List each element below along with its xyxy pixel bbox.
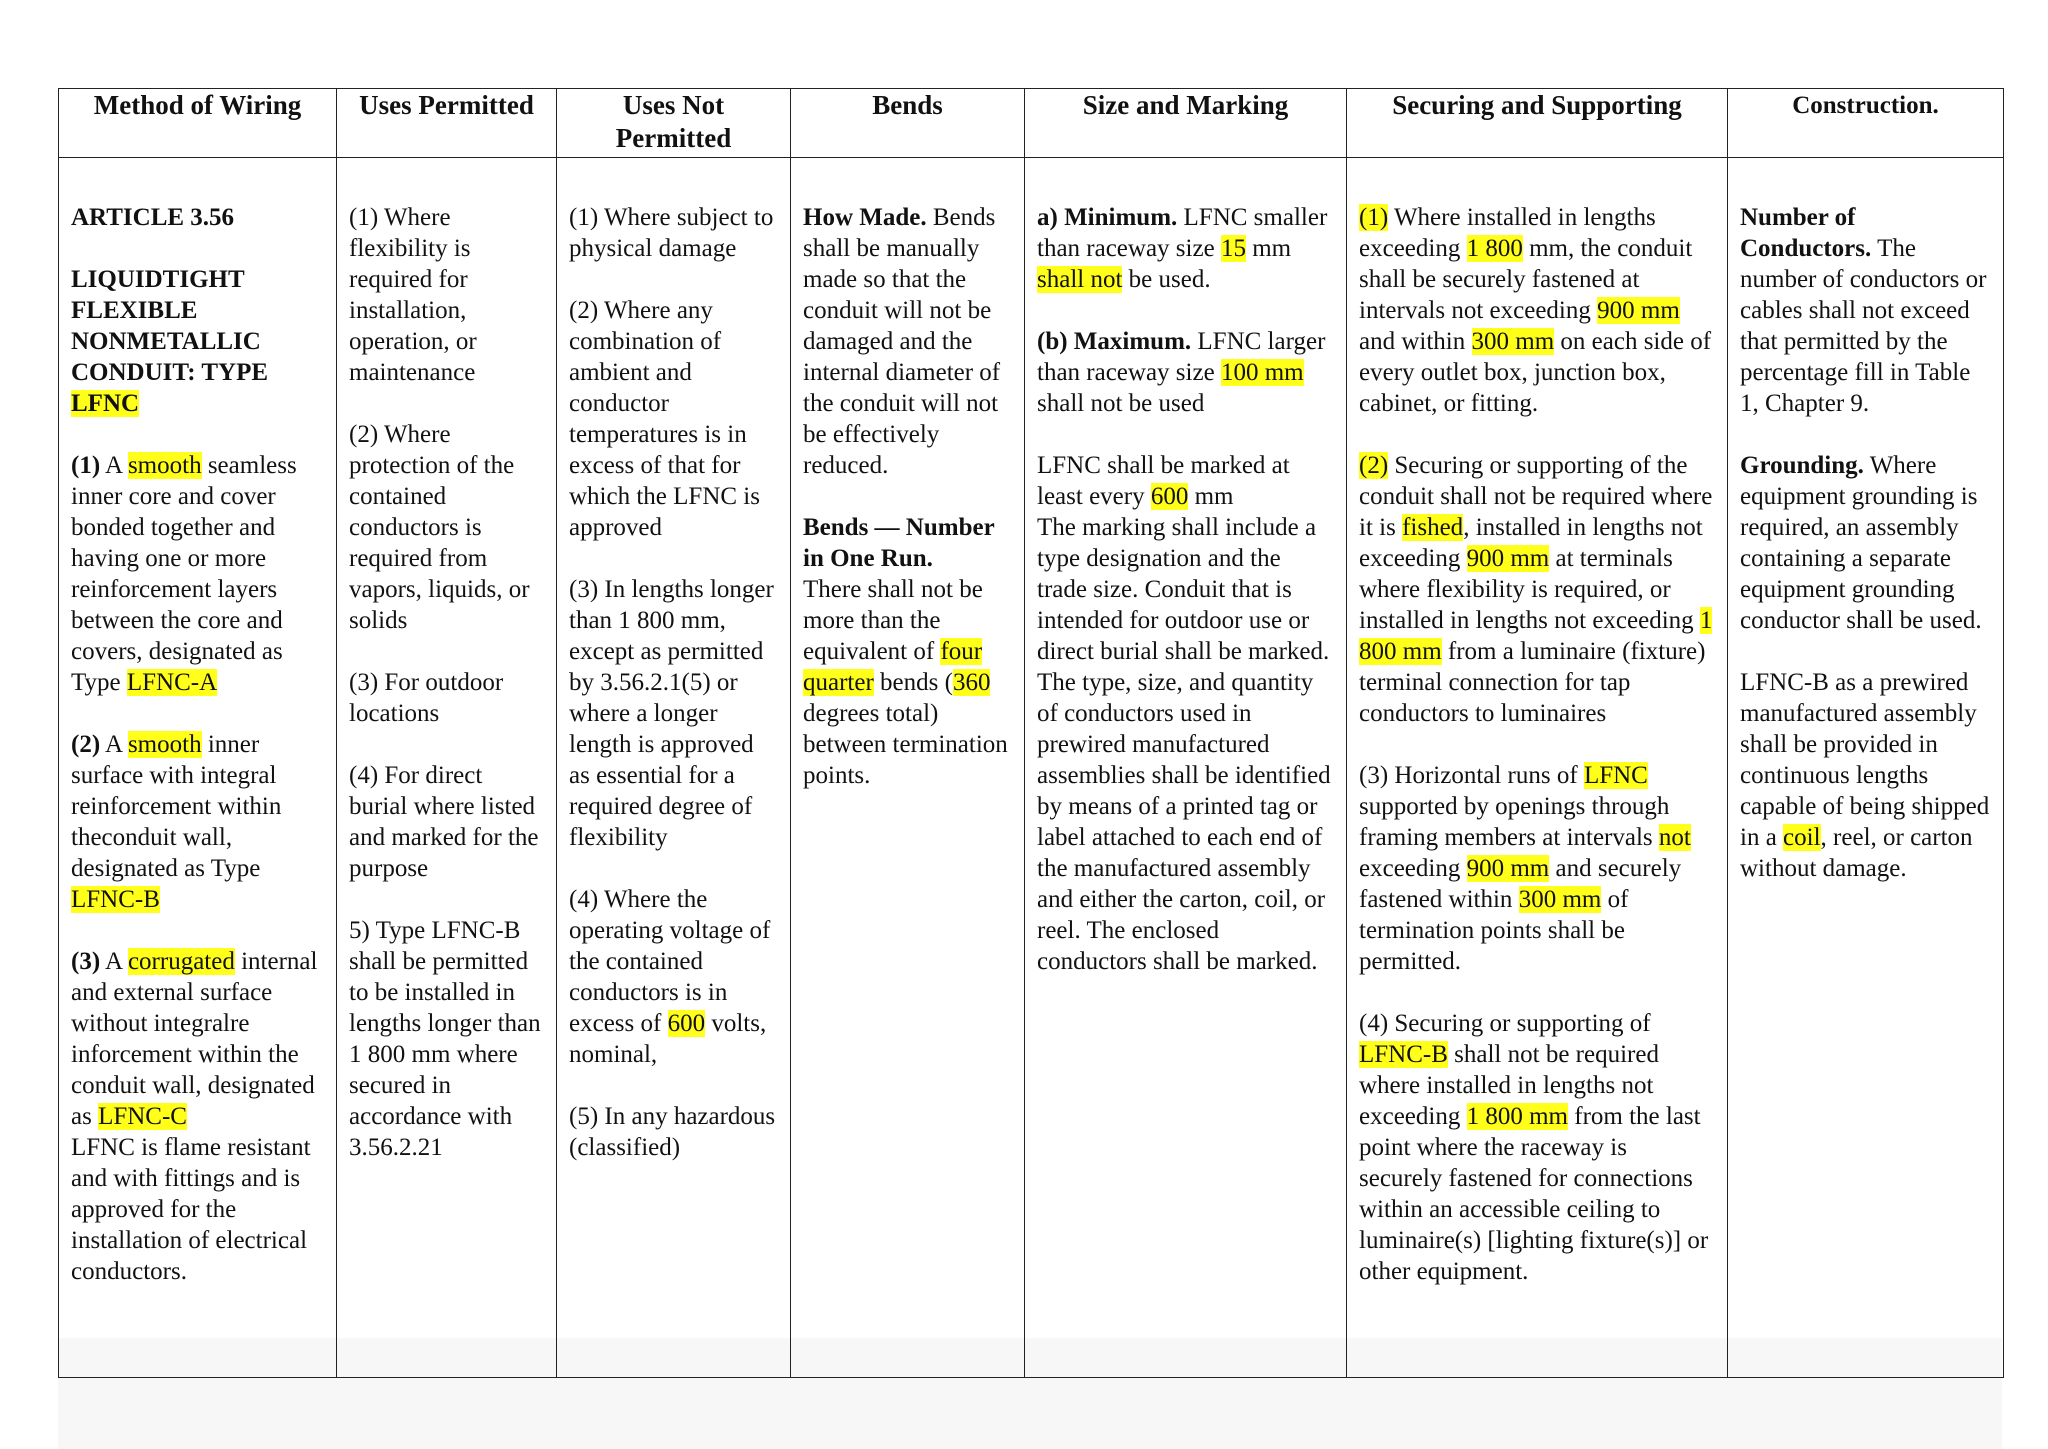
list-item: 5) Type LFNC-B shall be permitted to be installed in lengths longer than 1 800 mm where secured in accordance with 3.56.2.21 [349, 917, 541, 1161]
column-header: Bends [791, 89, 1025, 158]
column-header: Method of Wiring [59, 89, 337, 158]
cell-uses-not-permitted [557, 158, 791, 1378]
paragraph-grounding: Grounding. Where equipment grounding is required, an assembly containing a separate equipment grounding conductor shall be used. [1740, 452, 1982, 634]
cell-method-of-wiring [59, 158, 337, 1378]
paragraph-number-in-run: There shall not be more than the equivalent of four quarter bends (360 degrees total) between termination points. [803, 576, 1008, 789]
list-item: (2) Where protection of the contained conductors is required from vapors, liquids, or solids [349, 421, 530, 634]
paragraph-how-made: How Made. Bends shall be manually made so that the conduit will not be damaged and the internal diameter of the conduit will not be effectively reduced. [803, 204, 1001, 479]
list-item: (4) For direct burial where listed and marked for the purpose [349, 762, 539, 882]
wiring-methods-table [58, 88, 2004, 1378]
paragraph-prewired: LFNC-B as a prewired manufactured assembly shall be provided in continuous lengths capable of being shipped in a coil, reel, or carton without damage. [1740, 669, 1990, 882]
paragraph-lfnc-b: (2) A smooth inner surface with integral reinforcement within theconduit wall, designated as Type LFNC-B [71, 731, 282, 913]
list-item: (3) For outdoor locations [349, 669, 504, 727]
list-item: (5) In any hazardous (classified) [569, 1103, 776, 1161]
column-header: Size and Marking [1025, 89, 1347, 158]
list-item: (2) Where any combination of ambient and conductor temperatures is in excess of that for which the LFNC is approved [569, 297, 760, 541]
cell-uses-permitted [337, 158, 557, 1378]
paragraph-lfnc-c: (3) A corrugated internal and external surface without integralre inforcement within the conduit wall, designated as LFNC-C [71, 948, 318, 1130]
paragraph-flame-resistant: LFNC is flame resistant and with fittings and is approved for the installation of electrical conductors. [71, 1134, 311, 1285]
cell-bends [791, 158, 1025, 1378]
paragraph-marking-interval: LFNC shall be marked at least every 600 mm [1037, 452, 1290, 510]
paragraph-number-of-conductors: Number of Conductors. The number of conductors or cables shall not exceed that permitted by the percentage fill in Table 1, Chapter 9. [1740, 204, 1987, 417]
column-header: Uses Permitted [337, 89, 557, 158]
list-item: (1) Where installed in lengths exceeding 1 800 mm, the conduit shall be securely fastened at intervals not exceeding 900 mm and within 300 mm on each side of every outlet box, junction box, cabinet, or fitting. [1359, 204, 1712, 417]
list-item: (2) Securing or supporting of the conduit shall not be required where it is fished, installed in lengths not exceeding 900 mm at terminals where flexibility is required, or installed in lengths not exceeding 1 800 mm from a luminaire (fixture) terminal connection for tap conductors to luminaires [1359, 452, 1713, 727]
column-header: Securing and Supporting [1347, 89, 1728, 158]
list-item: (4) Securing or supporting of LFNC-B shall not be required where installed in lengths not exceeding 1 800 mm from the last point where the raceway is securely fastened for connections within an accessible ceiling to luminaire(s) [lighting fixture(s)] or other equipment. [1359, 1010, 1709, 1285]
cell-construction [1728, 158, 2004, 1378]
list-item: (3) Horizontal runs of LFNC supported by openings through framing members at intervals not exceeding 900 mm and securely fastened within 300 mm of termination points shall be permitted. [1359, 762, 1691, 975]
cell-securing-and-supporting [1347, 158, 1728, 1378]
article-title: LIQUIDTIGHT FLEXIBLE NONMETALLIC CONDUIT: TYPE LFNC [71, 266, 269, 417]
paragraph-marking-details: The marking shall include a type designation and the trade size. Conduit that is intended for outdoor use or direct burial shall be marked. The type, size, and quantity of conductors used in prewired manufactured assemblies shall be identified by means of a printed tag or label attached to each end of the manufactured assembly and either the carton, coil, or reel. The enclosed conductors shall be marked. [1037, 514, 1331, 975]
table-row [59, 158, 2004, 1378]
table-header-row [59, 89, 2004, 158]
column-header: Uses Not Permitted [557, 89, 791, 158]
cell-size-and-marking [1025, 158, 1347, 1378]
paragraph-maximum: (b) Maximum. LFNC larger than raceway size 100 mm shall not be used [1037, 328, 1326, 417]
article-number: ARTICLE 3.56 [71, 204, 235, 231]
paragraph-minimum: a) Minimum. LFNC smaller than raceway size 15 mm shall not be used. [1037, 204, 1328, 293]
list-item: (3) In lengths longer than 1 800 mm, except as permitted by 3.56.2.1(5) or where a longer length is approved as essential for a required degree of flexibility [569, 576, 774, 851]
paragraph-number-in-run-heading: Bends — Number in One Run. [803, 514, 995, 572]
list-item: (1) Where subject to physical damage [569, 204, 774, 262]
list-item: (1) Where flexibility is required for installation, operation, or maintenance [349, 204, 477, 386]
column-header: Construction. [1728, 89, 2004, 158]
list-item: (4) Where the operating voltage of the contained conductors is in excess of 600 volts, nominal, [569, 886, 771, 1068]
paragraph-lfnc-a: (1) A smooth seamless inner core and cover bonded together and having one or more reinforcement layers between the core and covers, designated as Type LFNC-A [71, 452, 297, 696]
